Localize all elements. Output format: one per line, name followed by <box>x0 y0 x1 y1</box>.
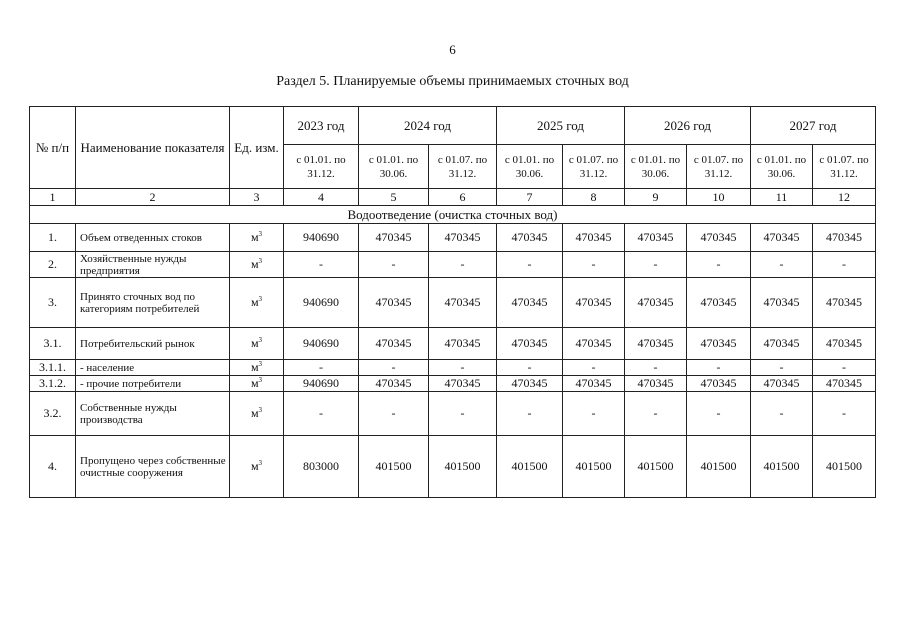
column-number: 1 <box>30 189 76 206</box>
column-number: 9 <box>625 189 687 206</box>
row-unit <box>230 436 284 498</box>
row-value: - <box>813 392 876 436</box>
row-unit <box>230 328 284 360</box>
row-value: 401500 <box>563 436 625 498</box>
row-value: 470345 <box>687 376 751 392</box>
header-year-2024: 2024 год <box>359 107 497 145</box>
row-name: Хозяйственные нужды предприятия <box>76 252 230 278</box>
row-value: - <box>563 252 625 278</box>
row-value: 470345 <box>359 278 429 328</box>
row-value: 470345 <box>497 278 563 328</box>
row-value: - <box>813 252 876 278</box>
unit-base: м <box>250 257 259 271</box>
row-value: - <box>751 392 813 436</box>
column-number: 6 <box>429 189 497 206</box>
row-number: 3.1. <box>30 328 76 360</box>
row-number: 3.2. <box>30 392 76 436</box>
row-name: Потребительский рынок <box>76 328 230 360</box>
row-value: - <box>687 360 751 376</box>
row-number: 4. <box>30 436 76 498</box>
row-value: - <box>625 392 687 436</box>
row-value: - <box>813 360 876 376</box>
row-value: - <box>625 252 687 278</box>
column-number: 7 <box>497 189 563 206</box>
row-name: Принято сточных вод по категориям потребителей <box>76 278 230 328</box>
row-number: 3.1.2. <box>30 376 76 392</box>
row-value: 470345 <box>687 278 751 328</box>
row-value: 470345 <box>497 224 563 252</box>
table-row <box>30 436 876 498</box>
row-value: 470345 <box>359 224 429 252</box>
column-number: 8 <box>563 189 625 206</box>
row-name: Пропущено через собственные очистные сооружения <box>76 436 230 498</box>
row-value: - <box>563 360 625 376</box>
unit-exponent: 3 <box>258 257 263 265</box>
row-value: 470345 <box>625 278 687 328</box>
header-year-2027: 2027 год <box>751 107 876 145</box>
row-value: - <box>497 252 563 278</box>
column-number: 4 <box>284 189 359 206</box>
row-value: 401500 <box>687 436 751 498</box>
unit-base: м <box>250 459 259 473</box>
table-row <box>30 376 876 392</box>
row-unit <box>230 252 284 278</box>
row-value: - <box>751 252 813 278</box>
header-period: с 01.01. по 30.06. <box>751 145 813 189</box>
header-period: с 01.07. по 31.12. <box>563 145 625 189</box>
row-unit <box>230 278 284 328</box>
table-row <box>30 392 876 436</box>
row-value: 803000 <box>284 436 359 498</box>
unit-base: м <box>250 230 259 244</box>
unit-exponent: 3 <box>258 376 263 384</box>
row-value: 470345 <box>751 224 813 252</box>
header-period: с 01.01. по 31.12. <box>284 145 359 189</box>
unit-exponent: 3 <box>258 360 263 368</box>
row-value: 470345 <box>751 278 813 328</box>
unit-base: м <box>250 406 259 420</box>
row-value: 470345 <box>751 328 813 360</box>
row-value: 940690 <box>284 278 359 328</box>
column-number: 2 <box>76 189 230 206</box>
page-title: Раздел 5. Планируемые объемы принимаемых сточных вод <box>276 74 629 89</box>
unit-exponent: 3 <box>258 459 263 467</box>
row-value: - <box>284 252 359 278</box>
unit-exponent: 3 <box>258 230 263 238</box>
row-number: 3. <box>30 278 76 328</box>
column-number: 11 <box>751 189 813 206</box>
row-value: 470345 <box>813 224 876 252</box>
header-period: с 01.01. по 30.06. <box>359 145 429 189</box>
column-number: 10 <box>687 189 751 206</box>
unit-exponent: 3 <box>258 406 263 414</box>
page-number: 6 <box>449 42 456 57</box>
row-value: 470345 <box>751 376 813 392</box>
row-value: 470345 <box>813 278 876 328</box>
header-name: Наименование показателя <box>76 107 230 189</box>
row-value: - <box>625 360 687 376</box>
row-value: 470345 <box>687 328 751 360</box>
unit-exponent: 3 <box>258 336 263 344</box>
table-row <box>30 224 876 252</box>
row-value: - <box>429 360 497 376</box>
row-value: 401500 <box>751 436 813 498</box>
row-value: 940690 <box>284 224 359 252</box>
row-value: 401500 <box>625 436 687 498</box>
row-unit <box>230 224 284 252</box>
row-number: 3.1.1. <box>30 360 76 376</box>
row-value: 940690 <box>284 376 359 392</box>
row-value: 470345 <box>813 376 876 392</box>
row-value: 470345 <box>563 328 625 360</box>
row-value: 470345 <box>497 376 563 392</box>
header-period: с 01.07. по 31.12. <box>813 145 876 189</box>
row-name: - население <box>76 360 230 376</box>
unit-exponent: 3 <box>258 295 263 303</box>
row-name: - прочие потребители <box>76 376 230 392</box>
row-value: - <box>563 392 625 436</box>
row-number: 2. <box>30 252 76 278</box>
row-value: - <box>429 252 497 278</box>
header-period: с 01.01. по 30.06. <box>625 145 687 189</box>
row-value: - <box>429 392 497 436</box>
column-number: 3 <box>230 189 284 206</box>
row-unit <box>230 392 284 436</box>
row-value: 470345 <box>563 278 625 328</box>
row-unit <box>230 376 284 392</box>
row-value: 470345 <box>625 224 687 252</box>
header-year-2023: 2023 год <box>284 107 359 145</box>
header-unit: Ед. изм. <box>230 107 284 189</box>
row-value: 470345 <box>563 224 625 252</box>
header-period: с 01.01. по 30.06. <box>497 145 563 189</box>
row-value: - <box>751 360 813 376</box>
row-value: 401500 <box>497 436 563 498</box>
header-period: с 01.07. по 31.12. <box>429 145 497 189</box>
row-value: 401500 <box>813 436 876 498</box>
row-value: 470345 <box>687 224 751 252</box>
unit-base: м <box>250 376 259 390</box>
wastewater-volume-table <box>29 106 876 498</box>
row-value: - <box>687 392 751 436</box>
header-year-2025: 2025 год <box>497 107 625 145</box>
unit-base: м <box>250 295 259 309</box>
row-value: 470345 <box>497 328 563 360</box>
column-number: 5 <box>359 189 429 206</box>
table-row <box>30 328 876 360</box>
row-value: 470345 <box>429 376 497 392</box>
row-value: 470345 <box>429 224 497 252</box>
header-period: с 01.07. по 31.12. <box>687 145 751 189</box>
row-value: - <box>284 360 359 376</box>
row-unit <box>230 360 284 376</box>
row-value: - <box>284 392 359 436</box>
row-value: 470345 <box>813 328 876 360</box>
row-value: 470345 <box>625 328 687 360</box>
row-value: - <box>497 360 563 376</box>
row-value: - <box>687 252 751 278</box>
row-value: 470345 <box>429 328 497 360</box>
row-value: - <box>359 360 429 376</box>
header-num: № п/п <box>30 107 76 189</box>
row-value: 470345 <box>625 376 687 392</box>
header-year-2026: 2026 год <box>625 107 751 145</box>
row-value: 470345 <box>429 278 497 328</box>
column-number: 12 <box>813 189 876 206</box>
row-name: Собственные нужды производства <box>76 392 230 436</box>
row-number: 1. <box>30 224 76 252</box>
unit-base: м <box>250 360 259 374</box>
section-title: Водоотведение (очистка сточных вод) <box>30 206 876 224</box>
row-value: - <box>359 392 429 436</box>
row-name: Объем отведенных стоков <box>76 224 230 252</box>
table-row <box>30 360 876 376</box>
row-value: 401500 <box>359 436 429 498</box>
row-value: 940690 <box>284 328 359 360</box>
row-value: 470345 <box>359 328 429 360</box>
row-value: - <box>359 252 429 278</box>
table-row <box>30 278 876 328</box>
unit-base: м <box>250 336 259 350</box>
table-row <box>30 252 876 278</box>
row-value: 470345 <box>563 376 625 392</box>
row-value: - <box>497 392 563 436</box>
row-value: 470345 <box>359 376 429 392</box>
row-value: 401500 <box>429 436 497 498</box>
